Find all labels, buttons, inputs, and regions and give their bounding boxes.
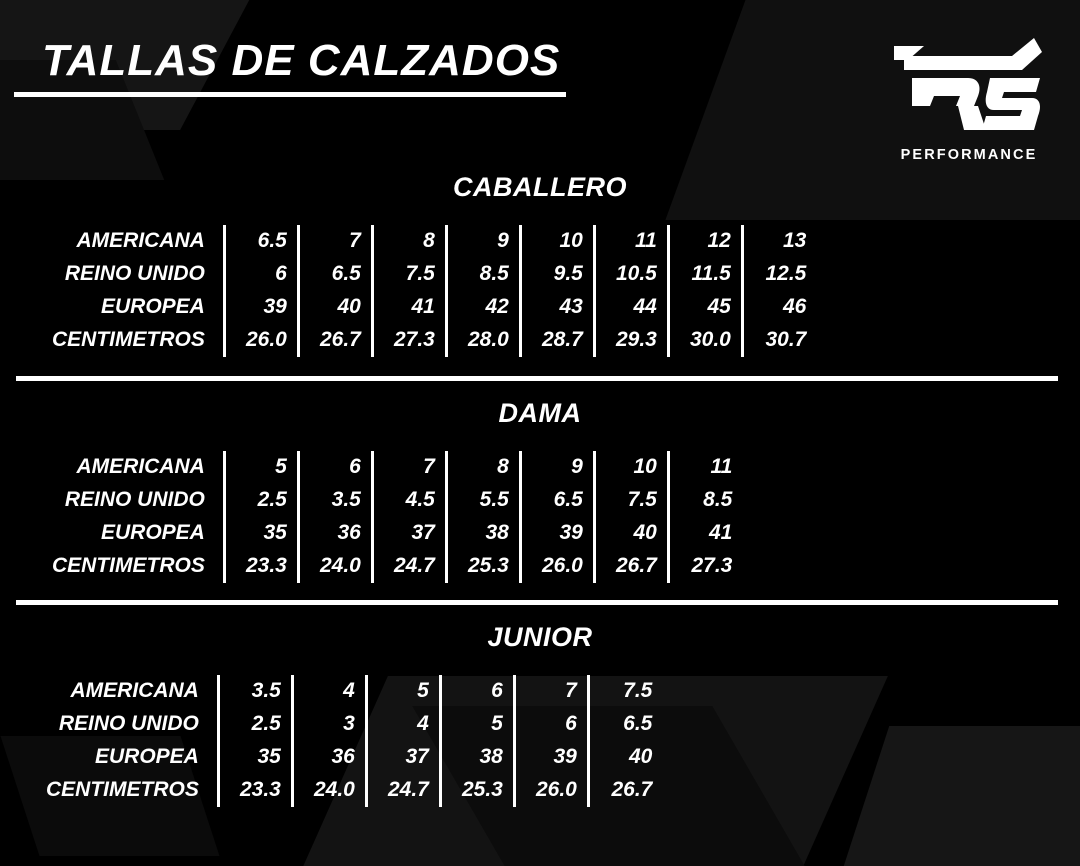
section-title-caballero: CABALLERO bbox=[453, 172, 627, 202]
size-cell: 36 bbox=[292, 741, 366, 774]
size-cell: 10 bbox=[594, 451, 668, 484]
size-cell: 10.5 bbox=[594, 258, 668, 291]
size-cell: 9 bbox=[446, 225, 520, 258]
section-divider bbox=[16, 376, 1058, 381]
logo-wordmark: PERFORMANCE bbox=[900, 147, 1038, 163]
size-cell: 45 bbox=[668, 291, 742, 324]
size-cell: 41 bbox=[372, 291, 446, 324]
size-cell: 2.5 bbox=[224, 484, 298, 517]
size-cell: 13 bbox=[742, 225, 816, 258]
size-cell: 28.0 bbox=[446, 324, 520, 357]
size-cell: 30.7 bbox=[742, 324, 816, 357]
size-cell: 7 bbox=[298, 225, 372, 258]
row-label: AMERICANA bbox=[76, 229, 205, 252]
row-label: REINO UNIDO bbox=[64, 487, 205, 511]
size-cell: 41 bbox=[668, 517, 742, 550]
brand-logo bbox=[894, 26, 1044, 163]
row-label: EUROPEA bbox=[100, 294, 205, 318]
table-row bbox=[36, 741, 662, 774]
table-row bbox=[42, 225, 816, 258]
size-cell: 26.0 bbox=[514, 774, 588, 807]
size-cell: 5 bbox=[440, 708, 514, 741]
table-row bbox=[42, 517, 742, 550]
size-cell: 24.0 bbox=[292, 774, 366, 807]
size-cell: 42 bbox=[446, 291, 520, 324]
size-cell: 5.5 bbox=[446, 484, 520, 517]
size-cell: 9 bbox=[520, 451, 594, 484]
section-caballero bbox=[0, 172, 1080, 357]
row-label: CENTIMETROS bbox=[46, 777, 199, 801]
size-cell: 35 bbox=[218, 741, 292, 774]
size-cell: 8 bbox=[446, 451, 520, 484]
size-cell: 11 bbox=[668, 451, 742, 484]
size-cell: 12 bbox=[668, 225, 742, 258]
size-cell: 26.7 bbox=[588, 774, 662, 807]
size-table-caballero bbox=[42, 225, 816, 357]
size-cell: 6 bbox=[514, 708, 588, 741]
size-cell: 35 bbox=[224, 517, 298, 550]
size-cell: 39 bbox=[520, 517, 594, 550]
section-junior bbox=[0, 622, 1080, 807]
table-row bbox=[42, 550, 742, 583]
section-title-junior: JUNIOR bbox=[487, 622, 593, 652]
size-cell: 27.3 bbox=[668, 550, 742, 583]
size-cell: 26.0 bbox=[224, 324, 298, 357]
size-cell: 25.3 bbox=[440, 774, 514, 807]
size-cell: 7 bbox=[372, 451, 446, 484]
size-cell: 23.3 bbox=[218, 774, 292, 807]
row-label: CENTIMETROS bbox=[52, 327, 205, 351]
title-underline bbox=[14, 92, 566, 97]
row-label: EUROPEA bbox=[94, 744, 199, 768]
size-cell: 37 bbox=[372, 517, 446, 550]
size-cell: 6.5 bbox=[588, 708, 662, 741]
size-cell: 40 bbox=[588, 741, 662, 774]
size-cell: 10 bbox=[520, 225, 594, 258]
size-cell: 24.0 bbox=[298, 550, 372, 583]
size-cell: 43 bbox=[520, 291, 594, 324]
table-row bbox=[42, 484, 742, 517]
size-cell: 4 bbox=[292, 675, 366, 708]
size-cell: 7.5 bbox=[372, 258, 446, 291]
row-label: EUROPEA bbox=[100, 520, 205, 544]
size-cell: 5 bbox=[224, 451, 298, 484]
table-wrap-caballero bbox=[42, 225, 1080, 357]
size-cell: 39 bbox=[224, 291, 298, 324]
size-cell: 44 bbox=[594, 291, 668, 324]
size-cell: 46 bbox=[742, 291, 816, 324]
size-cell: 3.5 bbox=[218, 675, 292, 708]
row-label: REINO UNIDO bbox=[58, 711, 199, 735]
section-dama bbox=[0, 398, 1080, 583]
size-cell: 11.5 bbox=[668, 258, 742, 291]
size-cell: 7.5 bbox=[588, 675, 662, 708]
size-cell: 26.7 bbox=[594, 550, 668, 583]
size-cell: 30.0 bbox=[668, 324, 742, 357]
size-cell: 26.0 bbox=[520, 550, 594, 583]
size-cell: 6 bbox=[298, 451, 372, 484]
size-cell: 38 bbox=[440, 741, 514, 774]
size-cell: 8.5 bbox=[446, 258, 520, 291]
size-cell: 23.3 bbox=[224, 550, 298, 583]
table-row bbox=[36, 708, 662, 741]
size-cell: 7.5 bbox=[594, 484, 668, 517]
section-divider bbox=[16, 600, 1058, 605]
size-cell: 26.7 bbox=[298, 324, 372, 357]
table-row bbox=[36, 675, 662, 708]
section-title-dama: DAMA bbox=[498, 398, 582, 428]
size-cell: 6 bbox=[224, 258, 298, 291]
size-cell: 2.5 bbox=[218, 708, 292, 741]
size-cell: 3 bbox=[292, 708, 366, 741]
size-cell: 3.5 bbox=[298, 484, 372, 517]
page-title: TALLAS DE CALZADOS bbox=[42, 36, 561, 85]
page-header bbox=[0, 0, 1080, 175]
size-cell: 11 bbox=[594, 225, 668, 258]
size-cell: 6.5 bbox=[520, 484, 594, 517]
size-cell: 9.5 bbox=[520, 258, 594, 291]
table-row bbox=[42, 291, 816, 324]
size-table-dama bbox=[42, 451, 742, 583]
size-cell: 8.5 bbox=[668, 484, 742, 517]
size-cell: 8 bbox=[372, 225, 446, 258]
size-cell: 6 bbox=[440, 675, 514, 708]
table-row bbox=[42, 258, 816, 291]
size-cell: 39 bbox=[514, 741, 588, 774]
size-cell: 25.3 bbox=[446, 550, 520, 583]
size-cell: 24.7 bbox=[366, 774, 440, 807]
size-cell: 29.3 bbox=[594, 324, 668, 357]
table-wrap-dama bbox=[42, 451, 1080, 583]
table-row bbox=[42, 451, 742, 484]
row-label: AMERICANA bbox=[76, 455, 205, 478]
size-cell: 27.3 bbox=[372, 324, 446, 357]
size-cell: 6.5 bbox=[298, 258, 372, 291]
size-cell: 4 bbox=[366, 708, 440, 741]
size-cell: 37 bbox=[366, 741, 440, 774]
rs-arrow-icon bbox=[894, 26, 1044, 141]
size-cell: 7 bbox=[514, 675, 588, 708]
size-cell: 38 bbox=[446, 517, 520, 550]
size-table-junior bbox=[36, 675, 662, 807]
table-row bbox=[36, 774, 662, 807]
size-cell: 40 bbox=[594, 517, 668, 550]
size-cell: 6.5 bbox=[224, 225, 298, 258]
size-cell: 5 bbox=[366, 675, 440, 708]
size-cell: 24.7 bbox=[372, 550, 446, 583]
row-label: CENTIMETROS bbox=[52, 553, 205, 577]
table-wrap-junior bbox=[36, 675, 1080, 807]
row-label: AMERICANA bbox=[70, 679, 199, 702]
size-cell: 36 bbox=[298, 517, 372, 550]
table-row bbox=[42, 324, 816, 357]
size-cell: 4.5 bbox=[372, 484, 446, 517]
row-label: REINO UNIDO bbox=[64, 261, 205, 285]
size-cell: 28.7 bbox=[520, 324, 594, 357]
size-cell: 12.5 bbox=[742, 258, 816, 291]
size-cell: 40 bbox=[298, 291, 372, 324]
